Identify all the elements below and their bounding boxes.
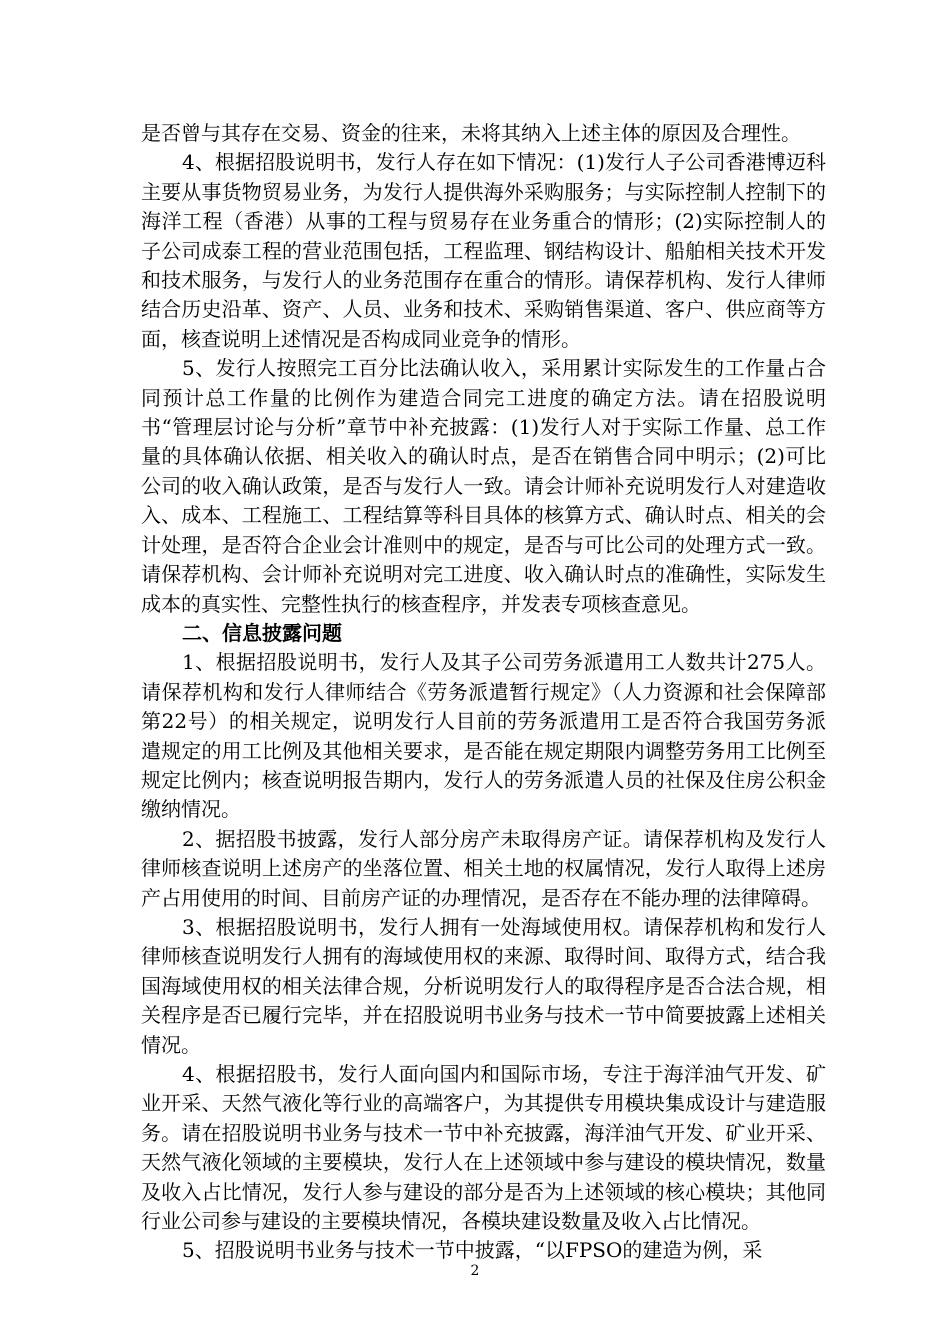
paragraph-item-4: 4、根据招股说明书，发行人存在如下情况：(1)发行人子公司香港博迈科主要从事货物贸易业务，为发行人提供海外采购服务；与实际控制人控制下的海洋工程（香港）从事的工程与贸易存在业务重合的情形；(2)实际控制人的子公司成泰工程的营业范围包括，工程监理、钢结构设计、船舶相关技术开发和技术服务，与发行人的业务范围存在重合的情形。请保荐机构、发行人律师结合历史沿革、资产、人员、业务和技术、采购销售渠道、客户、供应商等方面，核查说明上述情况是否构成同业竞争的情形。: [141, 150, 826, 351]
disclosure-item-3: 3、根据招股说明书，发行人拥有一处海域使用权。请保荐机构和发行人律师核查说明发行人拥有的海域使用权的来源、取得时间、取得方式，结合我国海域使用权的相关法律合规，分析说明发行人的取得程序是否合法合规，相关程序是否已履行完毕，并在招股说明书业务与技术一节中简要披露上述相关情况。: [141, 914, 826, 1057]
paragraph-continuation: 是否曾与其存在交易、资金的往来，未将其纳入上述主体的原因及合理性。: [141, 121, 801, 145]
page-number: 2: [470, 1263, 480, 1279]
disclosure-item-2: 2、据招股书披露，发行人部分房产未取得房产证。请保荐机构及发行人律师核查说明上述房产的坐落位置、相关土地的权属情况，发行人取得上述房产占用使用的时间、目前房产证的办理情况，是否存在不能办理的法律障碍。: [141, 826, 826, 910]
paragraph-item-5: 5、发行人按照完工百分比法确认收入，采用累计实际发生的工作量占合同预计总工作量的比例作为建造合同完工进度的确定方法。请在招股说明书“管理层讨论与分析”章节中补充披露：(1)发行人对于实际工作量、总工作量的具体确认依据、相关收入的确认时点，是否在销售合同中明示；(2)可比公司的收入确认政策，是否与发行人一致。请会计师补充说明发行人对建造收入、成本、工程施工、工程结算等科目具体的核算方式、确认时点、相关的会计处理，是否符合企业会计准则中的规定，是否与可比公司的处理方式一致。请保荐机构、会计师补充说明对完工进度、收入确认时点的准确性，实际发生成本的真实性、完整性执行的核查程序，并发表专项核查意见。: [141, 356, 826, 616]
disclosure-item-4: 4、根据招股书，发行人面向国内和国际市场，专注于海洋油气开发、矿业开采、天然气液化等行业的高端客户，为其提供专用模块集成设计与建造服务。请在招股说明书业务与技术一节中补充披露，海洋油气开发、矿业开采、天然气液化领域的主要模块，发行人在上述领域中参与建设的模块情况，数量及收入占比情况，发行人参与建设的部分是否为上述领域的核心模块；其他同行业公司参与建设的主要模块情况，各模块建设数量及收入占比情况。: [141, 1062, 826, 1234]
document-body: [141, 119, 826, 1266]
disclosure-item-5: 5、招股说明书业务与技术一节中披露，“以FPSO的建造为例，采: [182, 1238, 763, 1263]
disclosure-item-1: 1、根据招股说明书，发行人及其子公司劳务派遣用工人数共计275人。请保荐机构和发行人律师结合《劳务派遣暂行规定》（人力资源和社会保障部第22号）的相关规定，说明发行人目前的劳务派遣用工是否符合我国劳务派遣规定的用工比例及其他相关要求，是否能在规定期限内调整劳务用工比例至规定比例内；核查说明报告期内，发行人的劳务派遣人员的社保及住房公积金缴纳情况。: [141, 650, 826, 822]
section-heading: 二、信息披露问题: [182, 620, 342, 645]
